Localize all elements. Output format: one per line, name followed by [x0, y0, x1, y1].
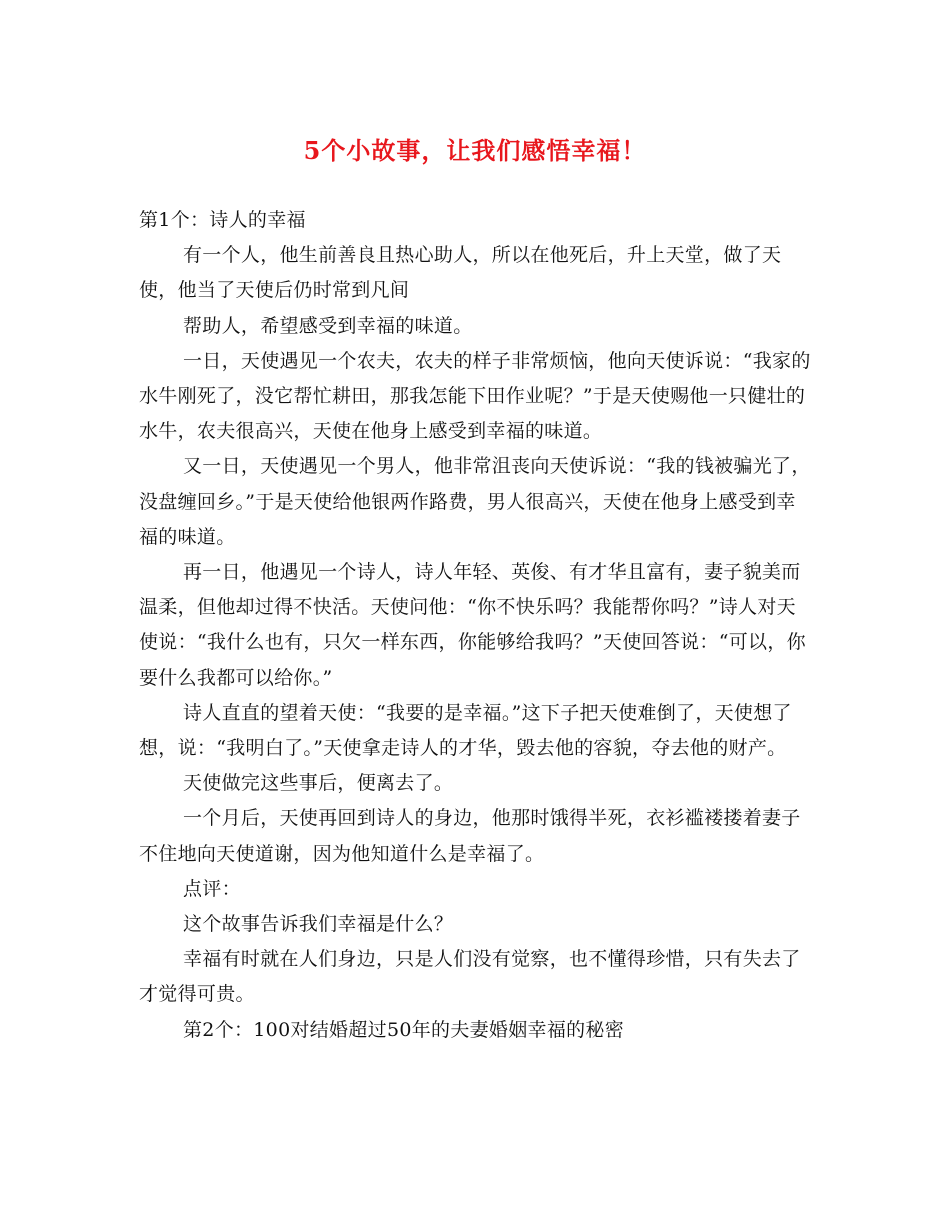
document-body	[139, 203, 814, 1048]
paragraph: 诗人直直的望着天使：“我要的是幸福。”这下子把天使难倒了，天使想了想，说：“我明白了。”天使拿走诗人的才华，毁去他的容貌，夺去他的财产。	[139, 701, 792, 760]
section-heading: 第2个：100对结婚超过50年的夫妻婚姻幸福的秘密	[183, 1018, 625, 1041]
document-title: 5个小故事，让我们感悟幸福！	[303, 136, 647, 165]
paragraph: 帮助人，希望感受到幸福的味道。	[183, 314, 473, 337]
commentary-label: 点评：	[183, 877, 241, 900]
paragraph: 又一日，天使遇见一个男人，他非常沮丧向天使诉说：“我的钱被骗光了，没盘缠回乡。”于是天使给他银两作路费，男人很高兴，天使在他身上感受到幸福的味道。	[139, 455, 811, 548]
paragraph: 一个月后，天使再回到诗人的身边，他那时饿得半死，衣衫褴褛搂着妻子不住地向天使道谢，因为他知道什么是幸福了。	[139, 807, 801, 865]
paragraph: 这个故事告诉我们幸福是什么？	[183, 913, 454, 936]
section-heading: 第1个：诗人的幸福	[139, 209, 306, 231]
paragraph: 一日，天使遇见一个农夫，农夫的样子非常烦恼，他向天使诉说：“我家的水牛刚死了，没它帮忙耕田，那我怎能下田作业呢？”于是天使赐他一只健壮的水牛，农夫很高兴，天使在他身上感受到幸福的味道。	[139, 349, 811, 443]
paragraph: 天使做完这些事后，便离去了。	[183, 772, 454, 795]
paragraph: 再一日，他遇见一个诗人，诗人年轻、英俊、有才华且富有，妻子貌美而温柔，但他却过得不快活。天使问他：“你不快乐吗？我能帮你吗？”诗人对天使说：“我什么也有，只欠一样东西，你能够给我吗？”天使回答说：“可以，你要什么我都可以给你。”	[139, 561, 806, 689]
paragraph: 幸福有时就在人们身边，只是人们没有觉察，也不懂得珍惜，只有失去了才觉得可贵。	[139, 948, 801, 1006]
paragraph: 有一个人，他生前善良且热心助人，所以在他死后，升上天堂，做了天使，他当了天使后仍时常到凡间	[139, 244, 782, 302]
